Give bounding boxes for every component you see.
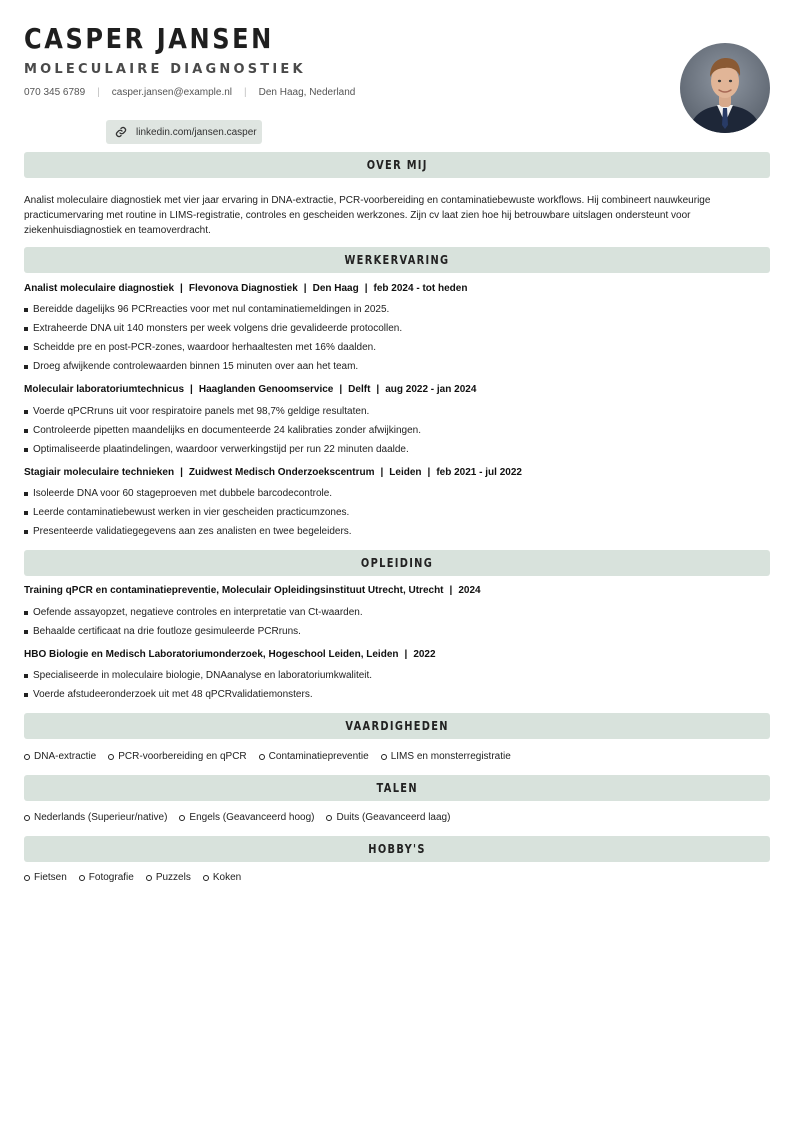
job-period: feb 2024 - tot heden — [373, 283, 468, 294]
job-period: aug 2022 - jan 2024 — [385, 384, 477, 395]
list-item: Presenteerde validatiegegevens aan zes analisten en twee begeleiders. — [24, 526, 352, 537]
job-title: Moleculair laboratoriumtechnicus — [24, 384, 185, 395]
skill-item: Contaminatiepreventie — [259, 751, 369, 762]
job-title: Stagiair moleculaire technieken — [24, 467, 175, 478]
profile-summary: Analist moleculaire diagnostiek met vier jaar ervaring in DNA-extractie, PCR-voorbereiding en contaminatiebewuste workflows. Hij combineert nauwkeurige practicumervaring met routine in LIMS-registratie, controles en gescheiden werkzones. Zijn cv laat zien hoe hij betrouwbare uitslagen ondersteunt voor ziekenhuisdiagnostiek en teamoverdracht. — [24, 195, 711, 236]
list-item: Voerde qPCRruns uit voor respiratoire panels met 98,7% geldige resultaten. — [24, 406, 369, 417]
section-header-hobbies — [24, 836, 770, 862]
section-title: HOBBY'S — [368, 842, 426, 856]
link-icon — [115, 126, 127, 138]
hobby-item: Puzzels — [146, 872, 191, 883]
job-heading: Moleculair laboratoriumtechnicus | Haaglanden Genoomservice | Delft | aug 2022 - jan 2024 — [24, 384, 477, 395]
list-item: Bereidde dagelijks 96 PCRreacties voor met nul contaminatiemeldingen in 2025. — [24, 304, 389, 315]
hobby-item: Koken — [203, 872, 241, 883]
contact-separator: | — [244, 87, 247, 98]
job-company: Zuidwest Medisch Onderzoekscentrum — [188, 467, 375, 478]
job-company: Flevonova Diagnostiek — [188, 283, 298, 294]
list-item: Voerde afstudeeronderzoek uit met 48 qPCRvalidatiemonsters. — [24, 689, 313, 700]
list-item: Controleerde pipetten maandelijks en documenteerde 24 kalibraties zonder afwijkingen. — [24, 425, 421, 436]
education-year: 2022 — [413, 649, 436, 660]
list-item: Specialiseerde in moleculaire biologie, DNAanalyse en laboratoriumkwaliteit. — [24, 670, 372, 681]
hobbies-list — [24, 872, 253, 883]
list-item: Droeg afwijkende controlewaarden binnen 15 minuten over aan het team. — [24, 361, 358, 372]
job-heading: Stagiair moleculaire technieken | Zuidwest Medisch Onderzoekscentrum | Leiden | feb 2021 - jul 2022 — [24, 467, 522, 478]
section-header-languages — [24, 775, 770, 801]
section-header-skills — [24, 713, 770, 739]
location: Den Haag, Nederland — [258, 87, 356, 98]
education-heading: Training qPCR en contaminatiepreventie, Moleculair Opleidingsinstituut Utrecht, Utrecht | 2024 — [24, 585, 481, 596]
contact-separator: | — [97, 87, 100, 98]
education-title: Training qPCR en contaminatiepreventie, Moleculair Opleidingsinstituut Utrecht, Utrecht — [24, 585, 444, 596]
language-item: Engels (Geavanceerd hoog) — [179, 812, 314, 823]
job-heading: Analist moleculaire diagnostiek | Flevonova Diagnostiek | Den Haag | feb 2024 - tot heden — [24, 283, 468, 294]
hobby-item: Fietsen — [24, 872, 67, 883]
job-city: Leiden — [389, 467, 422, 478]
job-company: Haaglanden Genoomservice — [198, 384, 334, 395]
skill-item: LIMS en monsterregistratie — [381, 751, 511, 762]
list-item: Extraheerde DNA uit 140 monsters per week volgens drie gevalideerde protocollen. — [24, 323, 402, 334]
languages-list — [24, 812, 462, 823]
section-header-experience — [24, 247, 770, 273]
list-item: Isoleerde DNA voor 60 stageproeven met dubbele barcodecontrole. — [24, 488, 332, 499]
email-address[interactable]: casper.jansen@example.nl — [111, 87, 233, 98]
education-title: HBO Biologie en Medisch Laboratoriumonderzoek, Hogeschool Leiden, Leiden — [24, 649, 399, 660]
language-item: Nederlands (Superieur/native) — [24, 812, 167, 823]
list-item: Oefende assayopzet, negatieve controles en interpretatie van Ct-waarden. — [24, 607, 363, 618]
job-title: Analist moleculaire diagnostiek — [24, 283, 175, 294]
section-header-education — [24, 550, 770, 576]
skill-item: PCR-voorbereiding en qPCR — [108, 751, 246, 762]
hobby-item: Fotografie — [79, 872, 134, 883]
section-title: WERKERVARING — [344, 253, 450, 267]
skill-item: DNA-extractie — [24, 751, 96, 762]
list-item: Optimaliseerde plaatindelingen, waardoor verwerkingstijd per run 22 minuten daalde. — [24, 444, 409, 455]
phone-number: 070 345 6789 — [24, 87, 86, 98]
education-year: 2024 — [458, 585, 481, 596]
section-title: OVER MIJ — [366, 158, 428, 172]
linkedin-url: linkedin.com/jansen.casper — [136, 126, 257, 138]
job-city: Den Haag — [312, 283, 359, 294]
skills-list — [24, 751, 523, 762]
education-heading: HBO Biologie en Medisch Laboratoriumonderzoek, Hogeschool Leiden, Leiden | 2022 — [24, 649, 436, 660]
contact-line — [24, 87, 355, 98]
list-item: Behaalde certificaat na drie foutloze gesimuleerde PCRruns. — [24, 626, 301, 637]
section-title: VAARDIGHEDEN — [345, 719, 449, 733]
language-item: Duits (Geavanceerd laag) — [326, 812, 450, 823]
linkedin-link[interactable] — [106, 120, 262, 144]
candidate-name: CASPER JANSEN — [24, 22, 274, 55]
candidate-role: MOLECULAIRE DIAGNOSTIEK — [24, 62, 306, 77]
section-header-about — [24, 152, 770, 178]
list-item: Leerde contaminatiebewust werken in vier gescheiden practicumzones. — [24, 507, 349, 518]
job-city: Delft — [348, 384, 371, 395]
list-item: Scheidde pre en post-PCR-zones, waardoor herhaaltesten met 16% daalden. — [24, 342, 376, 353]
section-title: TALEN — [376, 781, 418, 795]
profile-photo — [680, 43, 770, 133]
section-title: OPLEIDING — [360, 556, 434, 570]
job-period: feb 2021 - jul 2022 — [436, 467, 522, 478]
